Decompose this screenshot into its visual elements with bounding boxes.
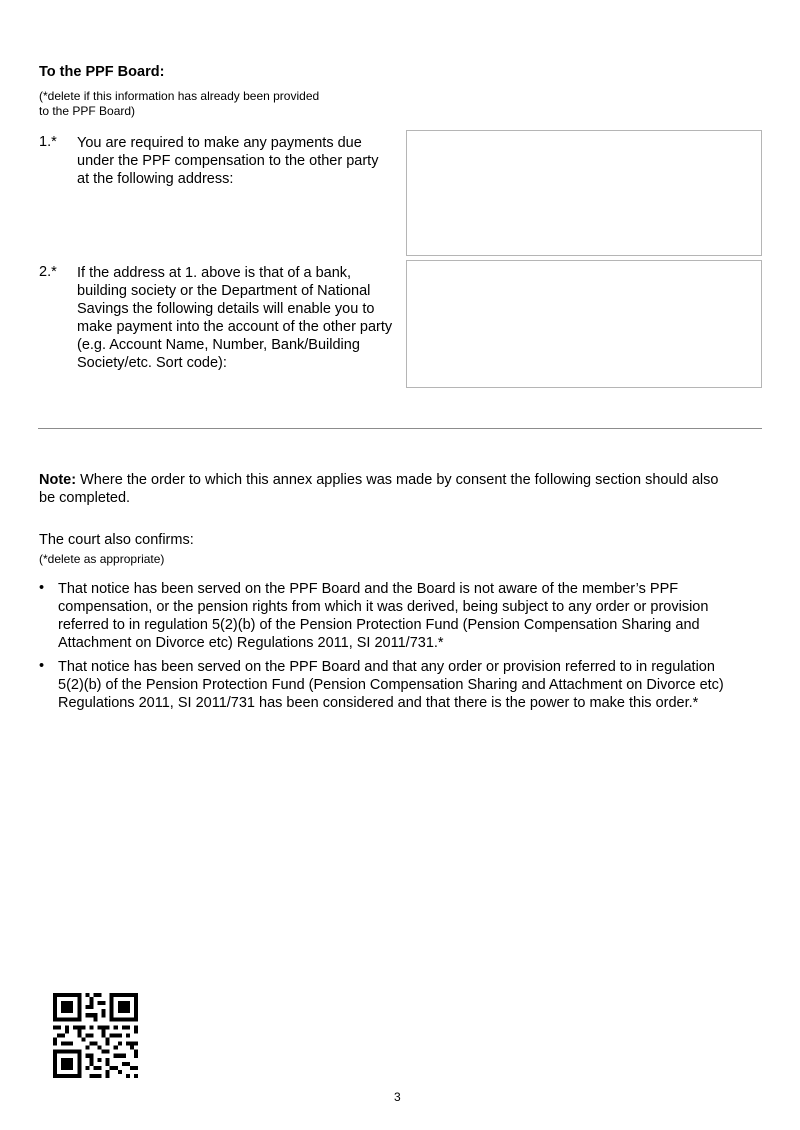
- note-label: Note:: [39, 472, 77, 488]
- item-2-line: building society or the Department of National: [77, 283, 371, 299]
- note-paragraph: [39, 471, 739, 507]
- subnote-line: to the PPF Board): [39, 104, 136, 118]
- item-1-number: 1.*: [39, 134, 57, 150]
- bullet-1-line: Attachment on Divorce etc) Regulations 2011, SI 2011/731.*: [58, 635, 444, 651]
- note-text: Where the order to which this annex applies was made by consent the following section should also: [76, 472, 719, 488]
- item-1-line: at the following address:: [77, 171, 234, 187]
- bullet-1-line: compensation, or the pension rights from which it was derived, being subject to any order or provision: [58, 599, 709, 615]
- item-2-number: 2.*: [39, 264, 57, 280]
- page-number: 3: [394, 1090, 401, 1104]
- payment-address-field[interactable]: [406, 130, 762, 256]
- item-2-text: [77, 264, 402, 372]
- bullet-1-line: That notice has been served on the PPF Board and the Board is not aware of the member’s PPF: [58, 581, 679, 597]
- bullet-1-symbol: •: [39, 580, 45, 596]
- item-2-line: If the address at 1. above is that of a bank,: [77, 265, 352, 281]
- item-2-line: Society/etc. Sort code):: [77, 355, 227, 371]
- subnote-line: (*delete if this information has already been provided: [39, 89, 320, 103]
- bullet-2-symbol: •: [39, 658, 45, 674]
- section-heading: To the PPF Board:: [39, 64, 165, 80]
- confirm-subnote: (*delete as appropriate): [39, 552, 165, 566]
- bullet-2-line: That notice has been served on the PPF Board and that any order or provision referred to in regulation: [58, 659, 715, 675]
- bullet-1-text: [58, 580, 748, 652]
- section-divider: [38, 428, 762, 429]
- bank-details-field[interactable]: [406, 260, 762, 388]
- qr-code-icon: [53, 993, 138, 1078]
- item-2-line: Savings the following details will enable you to: [77, 301, 375, 317]
- confirm-title: The court also confirms:: [39, 532, 194, 548]
- item-1-line: You are required to make any payments due: [77, 135, 362, 151]
- bullet-2-line: 5(2)(b) of the Pension Protection Fund (Pension Compensation Sharing and Attachment on Divorce etc): [58, 677, 724, 693]
- item-2-line: (e.g. Account Name, Number, Bank/Building: [77, 337, 360, 353]
- section-subnote: [39, 89, 359, 119]
- bullet-2-line: Regulations 2011, SI 2011/731 has been considered and that there is the power to make this order.*: [58, 695, 699, 711]
- bullet-2-text: [58, 658, 748, 712]
- note-line: [39, 471, 739, 489]
- bullet-1-line: referred to in regulation 5(2)(b) of the Pension Protection Fund (Pension Compensation Sharing and: [58, 617, 700, 633]
- item-1-line: under the PPF compensation to the other party: [77, 153, 379, 169]
- item-1-text: [77, 134, 402, 188]
- note-line: be completed.: [39, 490, 131, 506]
- item-2-line: make payment into the account of the other party: [77, 319, 393, 335]
